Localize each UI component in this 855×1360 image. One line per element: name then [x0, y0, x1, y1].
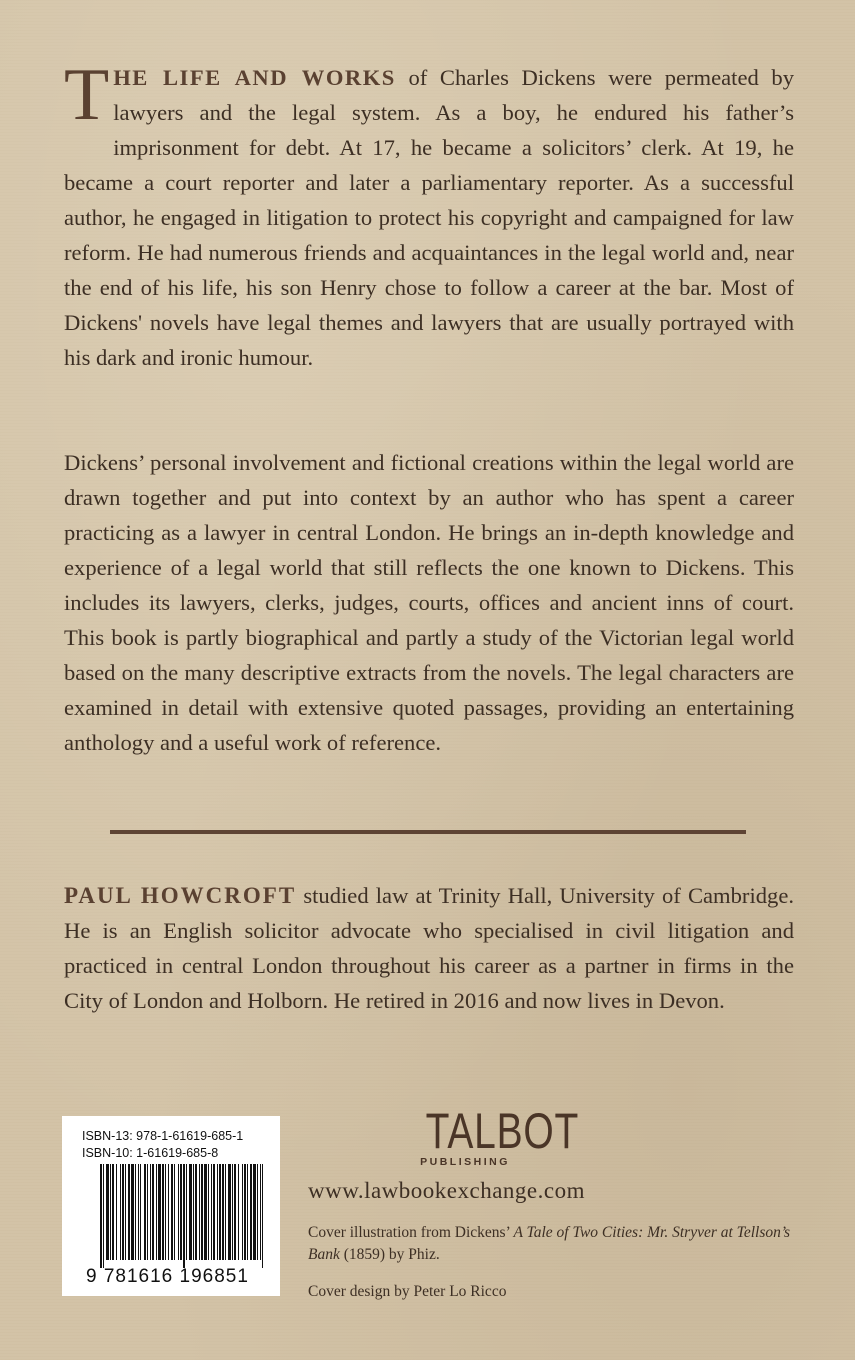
- barcode-bar: [183, 1164, 185, 1268]
- publisher-logo-subtitle: PUBLISHING: [420, 1156, 510, 1168]
- credit-suffix: (1859) by Phiz.: [339, 1246, 440, 1263]
- barcode-bar: [219, 1164, 221, 1260]
- barcode-bar: [247, 1164, 248, 1260]
- barcode-bar: [201, 1164, 203, 1260]
- barcode-bar: [138, 1164, 139, 1260]
- barcode-bar: [135, 1164, 136, 1260]
- barcode-bar: [162, 1164, 164, 1260]
- barcode-bar: [165, 1164, 166, 1260]
- barcode-bar: [260, 1164, 261, 1260]
- barcode-bar: [128, 1164, 130, 1260]
- barcode-bar: [234, 1164, 236, 1260]
- barcode-bar: [158, 1164, 161, 1260]
- barcode-bar: [140, 1164, 141, 1260]
- barcode-bar: [186, 1164, 187, 1260]
- barcode-bar: [189, 1164, 192, 1260]
- publisher-website: www.lawbookexchange.com: [308, 1178, 585, 1203]
- author-bio: [64, 878, 794, 1018]
- blurb-lead-in: HE LIFE AND WORKS: [113, 65, 396, 90]
- barcode-bar: [100, 1164, 102, 1268]
- barcode-bar: [178, 1164, 179, 1260]
- barcode-bar: [199, 1164, 200, 1260]
- blurb-paragraph-1: [64, 54, 794, 375]
- barcode-bar: [122, 1164, 124, 1260]
- barcode-bar: [208, 1164, 209, 1260]
- barcode-bar: [112, 1164, 114, 1260]
- barcode-bar: [106, 1164, 109, 1260]
- author-bio-body: studied law at Trinity Hall, University of Cambridge. He is an English solicitor advocate who specialised in civil litigation and practiced in central London throughout his career as a partner in firms in the City of London and Holborn. He retired in 2016 and now lives in Devon.: [64, 883, 794, 1013]
- barcode-bar: [217, 1164, 218, 1260]
- barcode-bar: [125, 1164, 126, 1260]
- author-name: PAUL HOWCROFT: [64, 883, 297, 908]
- barcode-bar: [225, 1164, 226, 1260]
- barcode-bar: [228, 1164, 231, 1260]
- barcode-bar: [222, 1164, 224, 1260]
- blurb-paragraph-2: Dickens’ personal involvement and fictional creations within the legal world are drawn together and put into context by an author who has spent a career practicing as a lawyer in central London. He brings an in-depth knowledge and experience of a legal world that still reflects the one known to Dickens. This includes its lawyers, clerks, judges, courts, offices and ancient inns of court. This book is partly biographical and partly a study of the Victorian legal world based on the many descriptive extracts from the novels. The legal characters are examined in detail with extensive quoted passages, providing an entertaining anthology and a useful work of reference.: [64, 450, 794, 755]
- credit-prefix: Cover illustration from Dickens’: [308, 1224, 514, 1241]
- barcode-bar: [171, 1164, 173, 1260]
- barcode-bar: [144, 1164, 146, 1260]
- cover-design-credit: Cover design by Peter Lo Ricco: [308, 1283, 507, 1300]
- barcode-bar: [242, 1164, 243, 1260]
- publisher-logo: [404, 1103, 580, 1168]
- barcode-bar: [262, 1164, 263, 1268]
- barcode-bar: [257, 1164, 258, 1260]
- isbn-10: ISBN-10: 1-61619-685-8: [82, 1146, 219, 1160]
- isbn-barcode-box: [62, 1116, 280, 1296]
- barcode-bar: [193, 1164, 194, 1260]
- isbn-13: ISBN-13: 978-1-61619-685-1: [82, 1129, 244, 1143]
- barcode-bar: [156, 1164, 157, 1260]
- barcode-digits: 9 781616 196851: [86, 1266, 249, 1287]
- publisher-logo-name: TALBOT: [425, 1103, 580, 1159]
- barcode-bar: [131, 1164, 134, 1260]
- barcode-bar: [116, 1164, 117, 1260]
- section-divider: [110, 830, 746, 834]
- barcode-bar: [152, 1164, 154, 1260]
- barcode-bar: [244, 1164, 246, 1260]
- barcode-bar: [250, 1164, 252, 1260]
- blurb-paragraph-1-body: of Charles Dickens were permeated by lawyers and the legal system. As a boy, he endured his father’s imprisonment for debt. At 17, he became a solicitors’ clerk. At 19, he became a court reporter and later a parliamentary reporter. As a successful author, he engaged in litigation to protect his copyright and campaigned for law reform. He had numerous friends and acquaintances in the legal world and, near the end of his life, his son Henry chose to follow a career at the bar. Most of Dickens' novels have legal themes and lawyers that are usually portrayed with his dark and ironic humour.: [64, 65, 794, 370]
- barcode-bar: [150, 1164, 151, 1260]
- barcode-bar: [174, 1164, 175, 1260]
- barcode-bar: [211, 1164, 212, 1260]
- barcode-bar: [253, 1164, 256, 1260]
- barcode-bar: [238, 1164, 239, 1260]
- barcode-bar: [110, 1164, 111, 1260]
- barcode-bar: [120, 1164, 121, 1260]
- cover-illustration-credit: [308, 1222, 808, 1266]
- illustration-title: A Tale of Two Cities: Mr. Stryver at Tellson’s Bank: [308, 1224, 791, 1263]
- barcode-graphic: [100, 1164, 266, 1268]
- barcode-bar: [204, 1164, 207, 1260]
- barcode-bar: [213, 1164, 215, 1260]
- barcode-bar: [195, 1164, 197, 1260]
- barcode-bar: [147, 1164, 148, 1260]
- barcode-bar: [103, 1164, 104, 1268]
- barcode-bar: [180, 1164, 182, 1260]
- barcode-bar: [232, 1164, 233, 1260]
- drop-cap: T: [64, 54, 110, 136]
- barcode-bar: [168, 1164, 169, 1260]
